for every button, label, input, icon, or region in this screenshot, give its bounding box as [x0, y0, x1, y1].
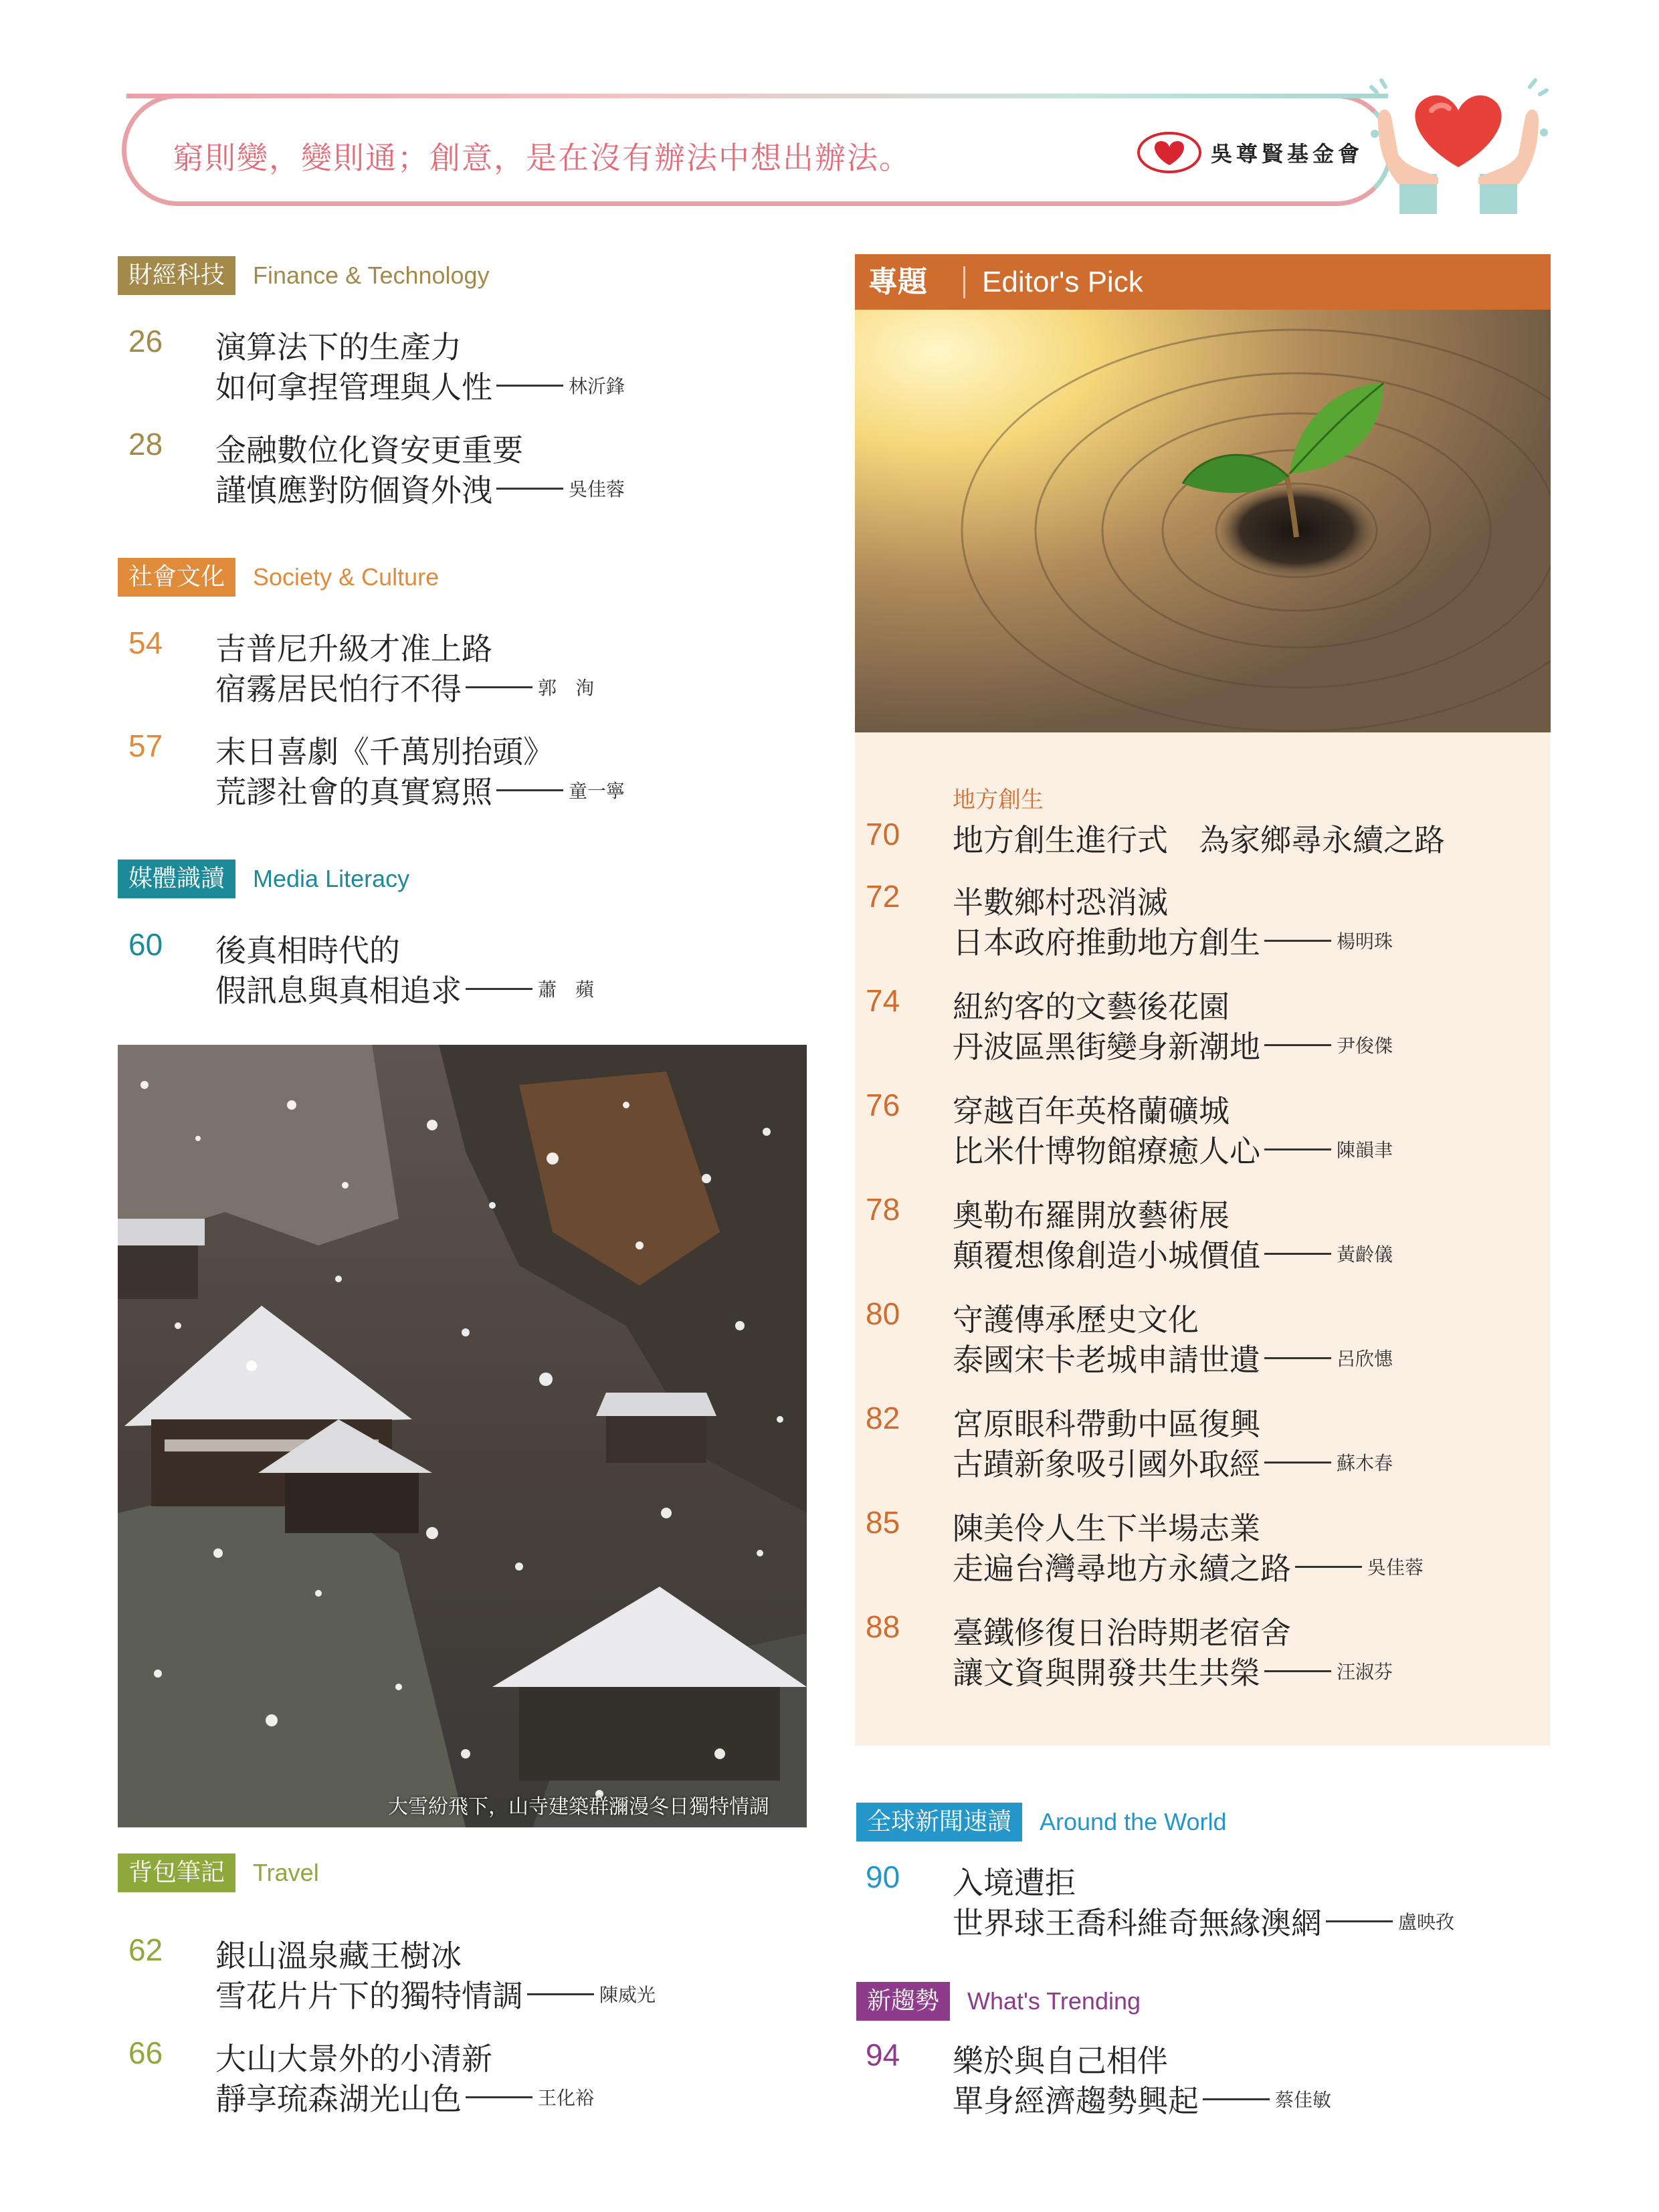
entry-title-line1: 銀山溫泉藏王樹冰: [215, 1938, 462, 1974]
entry-title-line2: 讓文資與開發共生共榮: [953, 1655, 1260, 1691]
section-tag-trending: [856, 1982, 1141, 2021]
entry-author: 郭 洵: [538, 677, 595, 699]
entry-title-line1: 陳美伶人生下半場志業: [953, 1510, 1260, 1546]
section-title-zh: 社會文化: [118, 558, 235, 597]
page-number: 82: [866, 1401, 900, 1435]
page-number: 90: [866, 1859, 900, 1894]
section-title-en: What's Trending: [967, 1987, 1141, 2015]
entry-title-line1: 紐約客的文藝後花園: [953, 989, 1230, 1025]
section-title-zh: 財經科技: [118, 256, 235, 295]
page-number: 72: [866, 879, 900, 914]
entry-title-line2: 比米什博物館療癒人心: [953, 1133, 1260, 1169]
header-slogan: 窮則變，變則通；創意，是在沒有辦法中想出辦法。: [173, 140, 911, 176]
section-title-en: Finance & Technology: [253, 262, 490, 289]
page-number: 94: [866, 2037, 900, 2072]
section-title-zh: 新趨勢: [856, 1982, 950, 2021]
entry-title-line2: 靜享琉森湖光山色: [215, 2081, 462, 2117]
entry-title-line1: 臺鐵修復日治時期老宿舍: [953, 1615, 1291, 1651]
page-number: 74: [866, 983, 900, 1018]
entry-title-line1: 大山大景外的小清新: [215, 2041, 492, 2077]
entry-title-line1: 金融數位化資安更重要: [215, 432, 523, 468]
entry-author: 盧映孜: [1398, 1911, 1455, 1933]
entry-title-line2: 古蹟新象吸引國外取經: [953, 1446, 1260, 1482]
section-title-en: Media Literacy: [253, 865, 410, 892]
entry-title-line2: 泰國宋卡老城申請世遺: [953, 1342, 1260, 1378]
entry-author: 陳韻聿: [1337, 1139, 1393, 1161]
entry-title-line2: 走遍台灣尋地方永續之路: [953, 1550, 1291, 1587]
section-title-en: Society & Culture: [253, 563, 440, 591]
entry-title-line1: 奧勒布羅開放藝術展: [953, 1197, 1230, 1233]
editors-pick-header: [855, 254, 1551, 310]
section-title-zh: 背包筆記: [118, 1853, 235, 1892]
page-number: 66: [128, 2035, 163, 2070]
entry-title-line1: 穿越百年英格蘭礦城: [953, 1093, 1230, 1129]
entry-title-line1: 半數鄉村恐消滅: [953, 884, 1168, 920]
entry-title-line2: 丹波區黑街變身新潮地: [953, 1029, 1260, 1065]
section-title-zh: 專題: [868, 265, 927, 299]
section-tag-media: [118, 860, 409, 898]
entry-title-line1: 末日喜劇《千萬別抬頭》: [215, 734, 554, 770]
section-title-zh: 全球新聞速讀: [856, 1803, 1022, 1841]
logo-text: 吳尊賢基金會: [1211, 141, 1364, 167]
entry-title-line2: 假訊息與真相追求: [215, 973, 462, 1009]
entry-title-line2: 荒謬社會的真實寫照: [215, 774, 492, 810]
entry-title-line2: 世界球王喬科維奇無緣澳網: [953, 1905, 1322, 1941]
entry-title-line2: 雪花片片下的獨特情調: [215, 1978, 523, 2014]
page-number: 57: [128, 728, 163, 763]
entry-title-line2: 謹慎應對防個資外洩: [215, 472, 492, 508]
entry-author: 蘇木春: [1337, 1452, 1393, 1474]
entry-author: 吳佳蓉: [569, 478, 625, 500]
entry-author: 蔡佳敏: [1275, 2089, 1332, 2111]
subsection-title: 地方創生: [953, 787, 1044, 813]
page-number: 26: [128, 324, 163, 359]
page-number: 70: [866, 817, 900, 851]
heart-logo-icon: [1137, 132, 1201, 173]
photo-snowy-temple: [118, 1045, 807, 1827]
entry-author: 蕭 蘋: [538, 979, 595, 1001]
section-tag-finance: [118, 256, 490, 295]
page-number: 76: [866, 1088, 900, 1122]
photo-caption: 大雪紛飛下，山寺建築群瀰漫冬日獨特情調: [388, 1795, 769, 1819]
entry-author: 尹俊傑: [1337, 1035, 1393, 1057]
page-number: 60: [128, 927, 163, 962]
section-title-zh: 媒體識讀: [118, 860, 235, 898]
page-number: 54: [128, 625, 163, 660]
page-number: 80: [866, 1296, 900, 1331]
page-number: 62: [128, 1932, 163, 1967]
photo-seedling-stump: [855, 310, 1551, 732]
entry-title-line1: 吉普尼升級才准上路: [215, 631, 492, 667]
entry-author: 楊明珠: [1337, 930, 1393, 952]
entry-author: 王化裕: [538, 2087, 595, 2109]
entry-title-line1: 守護傳承歷史文化: [953, 1302, 1199, 1338]
entry-author: 陳威光: [599, 1984, 656, 2006]
entry-author: 呂欣憓: [1337, 1348, 1393, 1370]
section-title-en: Editor's Pick: [982, 266, 1143, 298]
section-title-en: Around the World: [1040, 1808, 1227, 1835]
entry-title-line1: 入境遭拒: [953, 1865, 1076, 1901]
page-number: 85: [866, 1505, 900, 1540]
page-number: 28: [128, 427, 163, 462]
entry-title-line2: 日本政府推動地方創生: [953, 924, 1260, 961]
section-tag-travel: [118, 1853, 319, 1892]
hands-heart-icon: [1358, 60, 1559, 214]
page-number: 78: [866, 1192, 900, 1227]
section-title-en: Travel: [253, 1859, 319, 1886]
page-number: 88: [866, 1609, 900, 1644]
entry-title-line2: 如何拿捏管理與人性: [215, 369, 492, 405]
entry-title-line1: 後真相時代的: [215, 932, 400, 969]
entry-author: 林沂鋒: [569, 375, 625, 397]
foundation-logo: [1137, 129, 1363, 176]
section-tag-society: [118, 558, 439, 597]
entry-title-line2: 宿霧居民怕行不得: [215, 671, 462, 707]
entry-title-line1: 樂於與自己相伴: [953, 2043, 1168, 2079]
entry-author: 汪淑芬: [1337, 1661, 1393, 1683]
entry-title-line1: 宮原眼科帶動中區復興: [953, 1406, 1260, 1442]
entry-title-line2: 單身經濟趨勢興起: [953, 2083, 1199, 2119]
header-divider: [963, 266, 965, 298]
entry-author: 吳佳蓉: [1367, 1556, 1424, 1579]
entry-author: 童一寧: [569, 780, 625, 802]
entry-author: 黃齡儀: [1337, 1243, 1393, 1266]
entry-title-line2: 顛覆想像創造小城價值: [953, 1237, 1260, 1274]
entry-title: 地方創生進行式 為家鄉尋永續之路: [953, 822, 1445, 858]
section-tag-world: [856, 1803, 1227, 1841]
entry-title-line1: 演算法下的生產力: [215, 329, 462, 365]
